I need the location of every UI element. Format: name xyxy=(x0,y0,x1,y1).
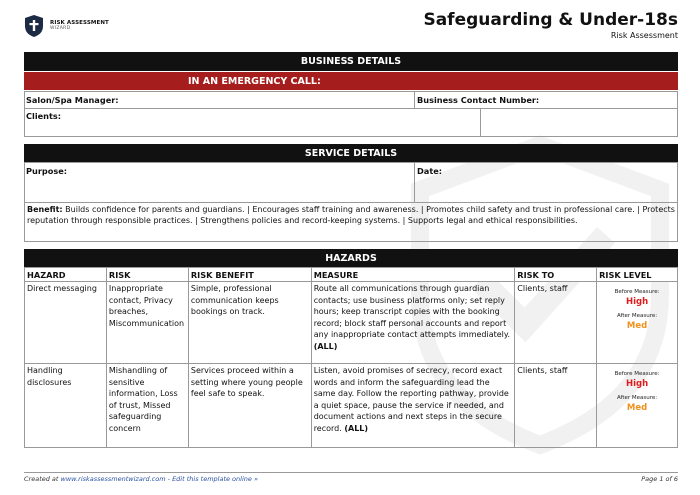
measure-tag: (ALL) xyxy=(344,423,369,433)
risk-cell: Inappropriate contact, Privacy breaches, Miscommunication xyxy=(106,282,188,364)
after-measure-label: After Measure: xyxy=(616,395,658,401)
column-header-risk-to: RISK TO xyxy=(515,268,597,282)
risk-to-cell: Clients, staff xyxy=(515,364,597,448)
column-header-risk-level: RISK LEVEL xyxy=(597,268,678,282)
risk-level-cell xyxy=(597,282,678,364)
after-measure-level: Med xyxy=(626,403,648,413)
website-link[interactable]: www.riskassessmentwizard.com xyxy=(60,475,166,483)
before-measure-level: High xyxy=(625,379,649,389)
divider xyxy=(414,162,415,203)
measure-text: Listen, avoid promises of secrecy, record exact words and inform the safeguarding lead the same day. Follow the reporting pathway, provide a quiet space, pause the service if needed, and document actions and next steps in the secure record. xyxy=(313,366,509,433)
before-measure-label: Before Measure: xyxy=(614,289,660,295)
hazards-table xyxy=(24,267,678,448)
document-subtitle: Risk Assessment xyxy=(610,31,678,40)
risk-level-cell xyxy=(597,364,678,448)
service-details-box xyxy=(24,162,678,203)
page-header xyxy=(24,10,678,50)
business-details-box xyxy=(24,91,678,137)
benefit-text: Builds confidence for parents and guardians. | Encourages staff training and awareness. | Promotes child safety and trust in professional care. | Protects reputation through responsible practices. | Strengthens policies and record-keeping systems. | Supports legal and ethical responsibilities. xyxy=(27,205,675,225)
logo xyxy=(24,14,109,38)
before-measure-level: High xyxy=(625,297,649,307)
column-header-risk: RISK xyxy=(106,268,188,282)
column-header-measure: MEASURE xyxy=(311,268,515,282)
measure-text: Route all communications through guardian contacts; use business platforms only; set reply hours; keep transcript copies with the booking record; block staff personal accounts and report any inappropriate contact attempts immediately. xyxy=(313,284,511,339)
table-row xyxy=(25,282,678,364)
hazard-cell: Direct messaging xyxy=(25,282,107,364)
hazard-cell: Handling disclosures xyxy=(25,364,107,448)
service-details-heading: SERVICE DETAILS xyxy=(24,144,678,162)
measure-cell xyxy=(311,282,515,364)
hazards-heading: HAZARDS xyxy=(24,249,678,267)
logo-subtitle: WIZARD xyxy=(50,26,71,31)
table-header-row xyxy=(25,268,678,282)
after-measure-level: Med xyxy=(626,321,648,331)
measure-cell xyxy=(311,364,515,448)
salon-manager-label: Salon/Spa Manager: xyxy=(26,95,119,105)
table-row xyxy=(25,364,678,448)
before-measure-label: Before Measure: xyxy=(614,371,660,377)
clients-label: Clients: xyxy=(26,111,62,121)
benefit-label: Benefit: xyxy=(27,205,63,214)
created-at-text: Created at xyxy=(24,475,59,483)
shield-logo-icon xyxy=(24,14,44,38)
purpose-label: Purpose: xyxy=(26,166,68,176)
divider xyxy=(414,91,415,108)
date-label: Date: xyxy=(417,166,443,176)
risk-to-cell: Clients, staff xyxy=(515,282,597,364)
column-header-risk-benefit: RISK BENEFIT xyxy=(188,268,311,282)
divider xyxy=(480,108,481,137)
column-header-hazard: HAZARD xyxy=(25,268,107,282)
edit-template-link[interactable]: - Edit this template online » xyxy=(167,475,258,483)
logo-name: RISK ASSESSMENT xyxy=(50,19,109,26)
business-details-heading: BUSINESS DETAILS xyxy=(24,52,678,71)
document-title: Safeguarding & Under-18s xyxy=(423,10,678,30)
after-measure-label: After Measure: xyxy=(616,313,658,319)
emergency-call-bar: IN AN EMERGENCY CALL: xyxy=(24,72,678,90)
page-footer xyxy=(24,472,678,483)
measure-tag: (ALL) xyxy=(313,341,338,351)
risk-cell: Mishandling of sensitive information, Loss of trust, Missed safeguarding concern xyxy=(106,364,188,448)
benefit-statement xyxy=(24,202,678,242)
divider xyxy=(24,108,678,109)
risk-benefit-cell: Services proceed within a setting where young people feel safe to speak. xyxy=(188,364,311,448)
page-number: Page 1 of 6 xyxy=(641,475,678,483)
risk-benefit-cell: Simple, professional communication keeps bookings on track. xyxy=(188,282,311,364)
business-contact-label: Business Contact Number: xyxy=(417,95,540,105)
